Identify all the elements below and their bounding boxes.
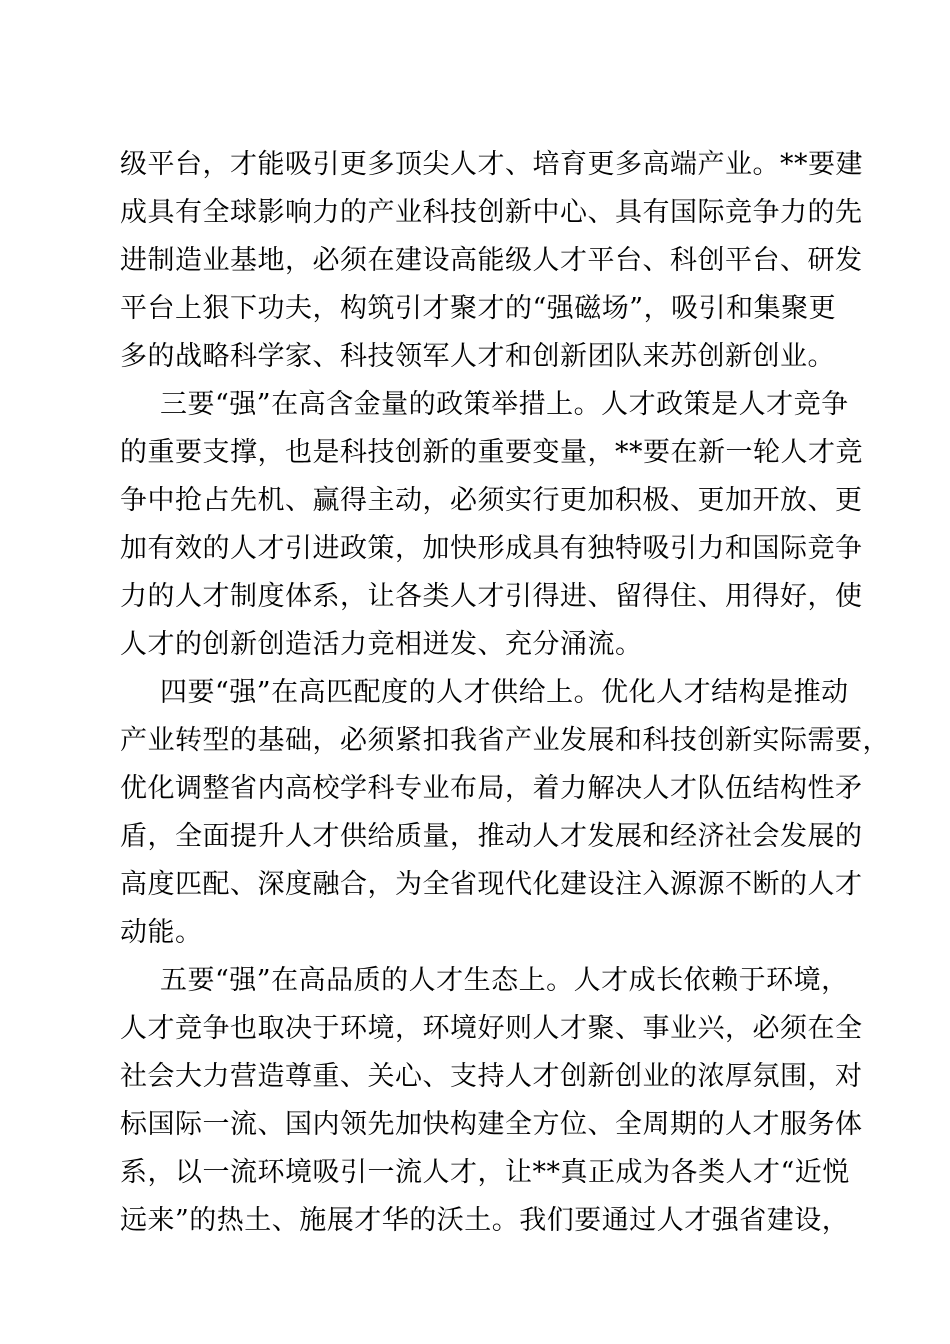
text-line: 平台上狠下功夫，构筑引才聚才的“强磁场”，吸引和集聚更 — [120, 293, 837, 324]
text-line: 成具有全球影响力的产业科技创新中心、具有国际竞争力的先 — [120, 197, 863, 228]
text-line: 动能。 — [120, 917, 203, 948]
text-line: 系，以一流环境吸引一流人才，让**真正成为各类人才“近悦 — [120, 1157, 850, 1188]
paragraph-first-line: 四要“强”在高匹配度的人才供给上。优化人才结构是推动 — [160, 677, 849, 708]
paragraph-first-line: 五要“强”在高品质的人才生态上。人才成长依赖于环境， — [160, 965, 849, 996]
text-line: 进制造业基地，必须在建设高能级人才平台、科创平台、研发 — [120, 245, 863, 276]
text-line: 力的人才制度体系，让各类人才引得进、留得住、用得好，使 — [120, 581, 863, 612]
text-line: 产业转型的基础，必须紧扣我省产业发展和科技创新实际需要， — [120, 725, 890, 756]
text-line: 社会大力营造尊重、关心、支持人才创新创业的浓厚氛围，对 — [120, 1061, 863, 1092]
text-line: 加有效的人才引进政策，加快形成具有独特吸引力和国际竞争 — [120, 533, 863, 564]
text-line: 盾，全面提升人才供给质量，推动人才发展和经济社会发展的 — [120, 821, 863, 852]
text-line: 高度匹配、深度融合，为全省现代化建设注入源源不断的人才 — [120, 869, 863, 900]
text-line: 争中抢占先机、赢得主动，必须实行更加积极、更加开放、更 — [120, 485, 863, 516]
text-line: 标国际一流、国内领先加快构建全方位、全周期的人才服务体 — [120, 1109, 863, 1140]
text-line: 优化调整省内高校学科专业布局，着力解决人才队伍结构性矛 — [120, 773, 863, 804]
paragraph-first-line: 三要“强”在高含金量的政策举措上。人才政策是人才竞争 — [160, 389, 849, 420]
text-line: 远来”的热土、施展才华的沃土。我们要通过人才强省建设， — [120, 1205, 850, 1236]
text-line: 的重要支撑，也是科技创新的重要变量，**要在新一轮人才竞 — [120, 437, 863, 468]
text-line: 级平台，才能吸引更多顶尖人才、培育更多高端产业。**要建 — [120, 149, 863, 180]
text-line: 多的战略科学家、科技领军人才和创新团队来苏创新创业。 — [120, 341, 835, 372]
text-line: 人才的创新创造活力竞相迸发、充分涌流。 — [120, 629, 643, 660]
text-line: 人才竞争也取决于环境，环境好则人才聚、事业兴，必须在全 — [120, 1013, 863, 1044]
